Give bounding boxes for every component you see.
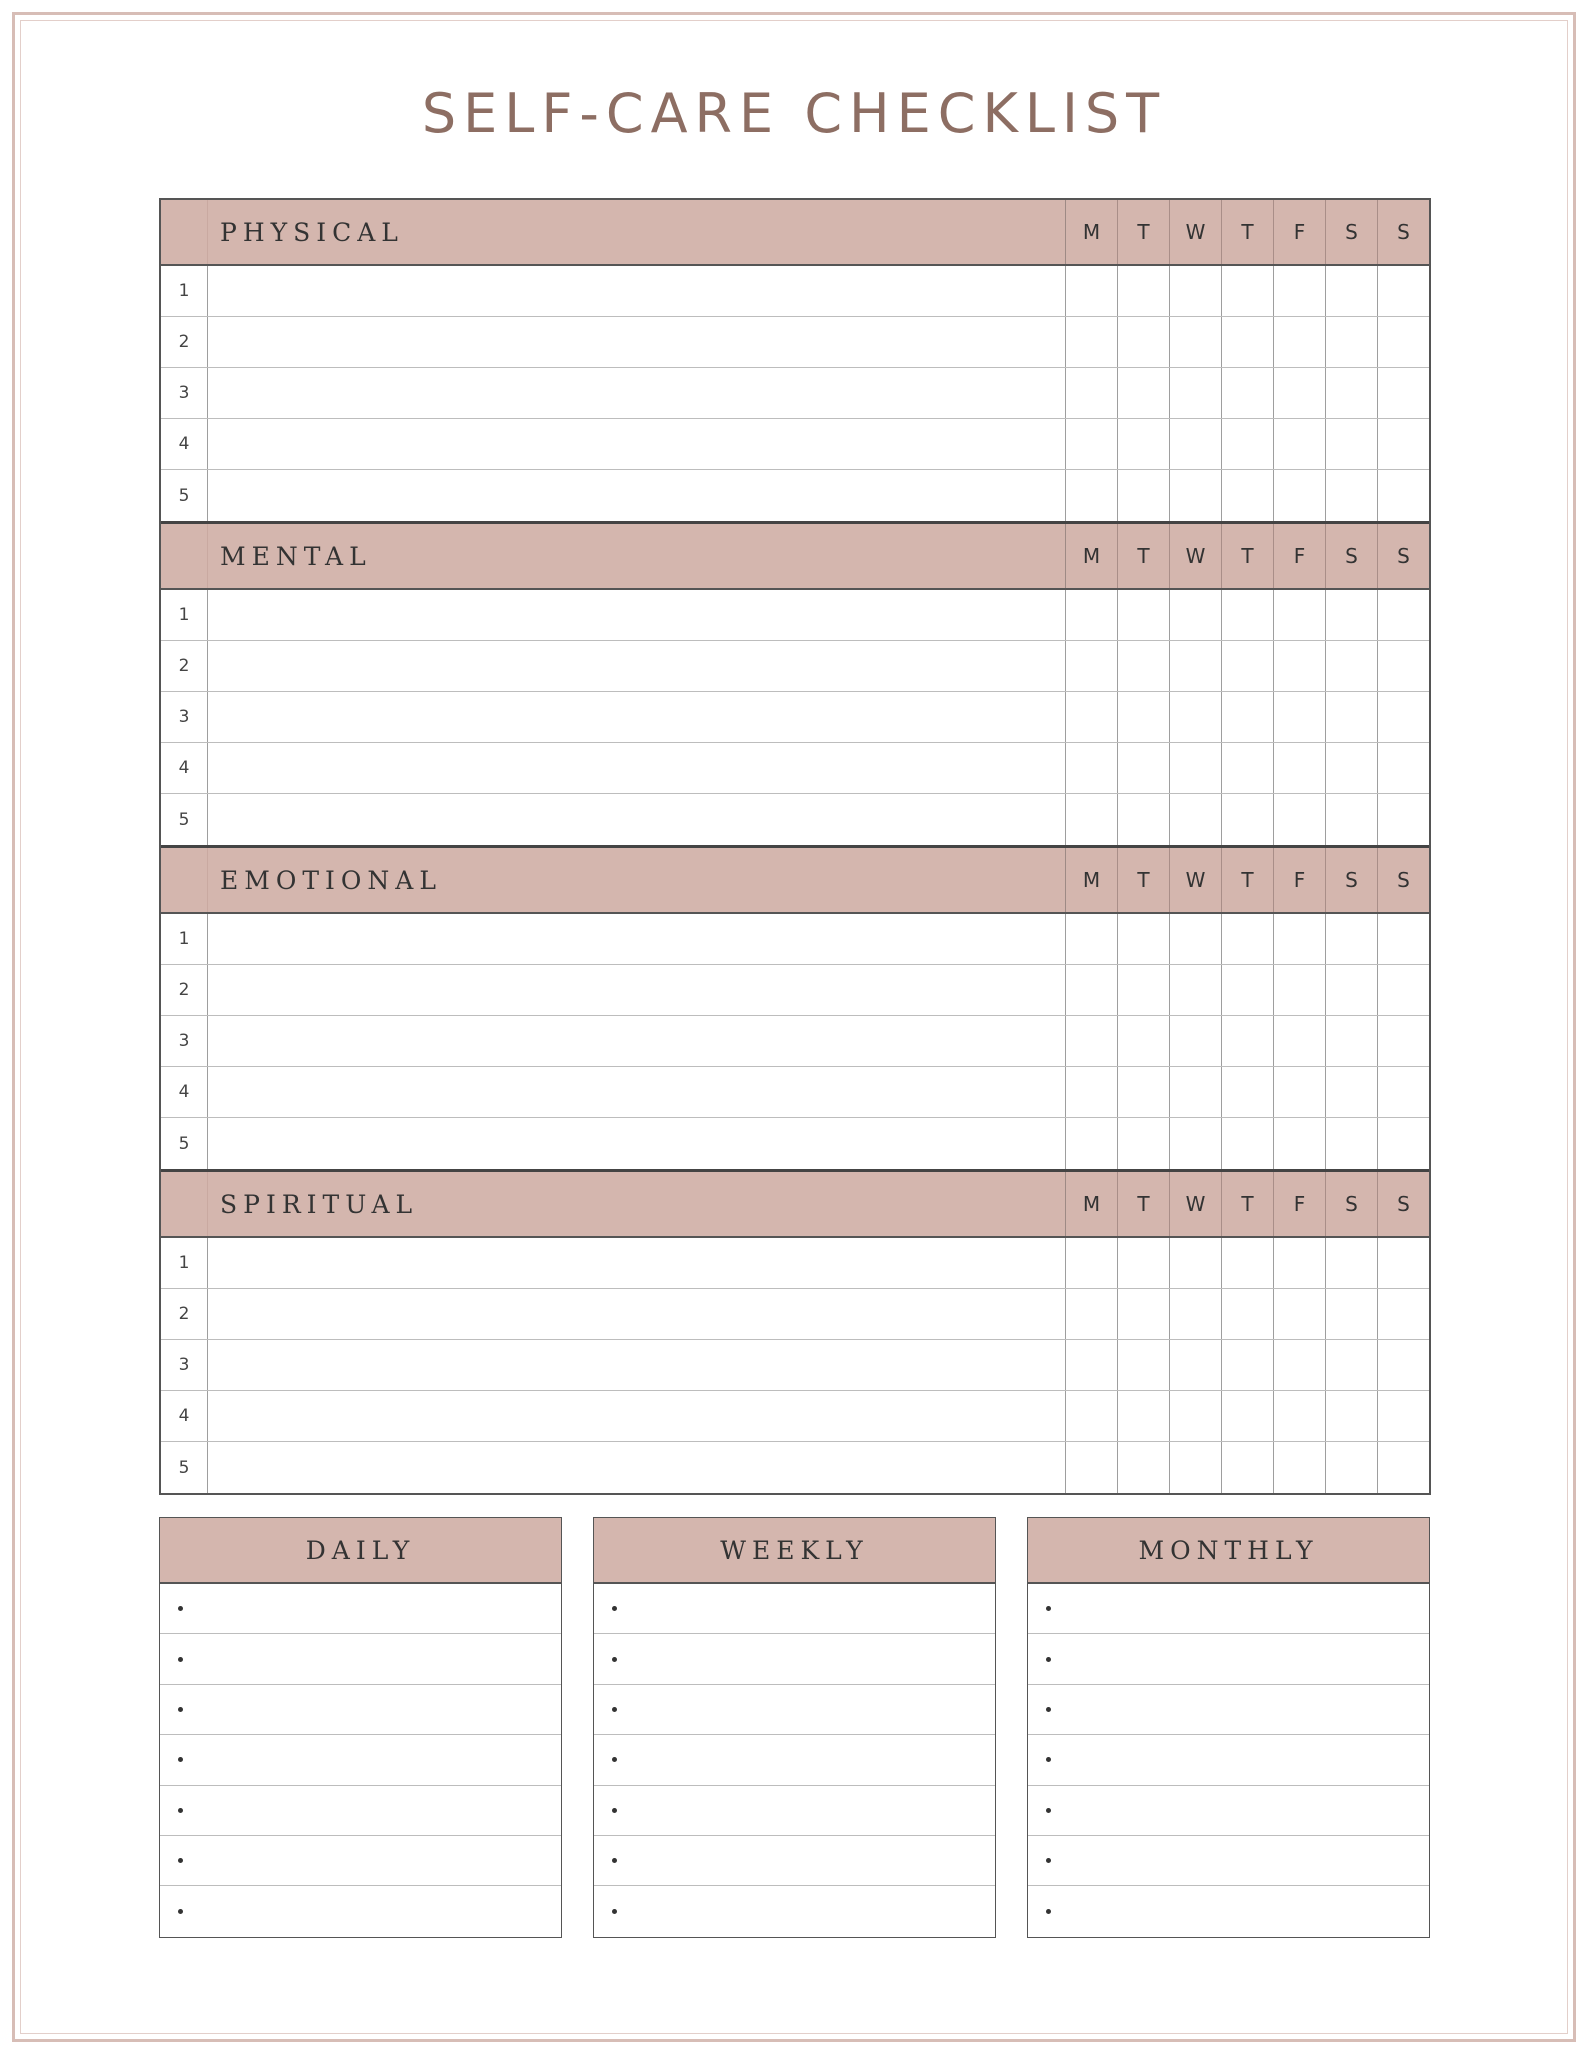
bullet-icon xyxy=(612,1808,617,1813)
day-checkbox[interactable] xyxy=(1326,419,1378,469)
day-checkbox[interactable] xyxy=(1066,419,1118,469)
day-checkbox[interactable] xyxy=(1274,368,1326,418)
day-header: S xyxy=(1397,868,1410,892)
bullet-icon xyxy=(612,1657,617,1662)
day-header: F xyxy=(1274,524,1326,588)
task-field[interactable] xyxy=(208,1118,1066,1169)
section-title: EMOTIONAL xyxy=(220,865,442,895)
day-checkbox[interactable] xyxy=(1118,1340,1170,1390)
list-item[interactable] xyxy=(1028,1735,1429,1785)
day-checkbox[interactable] xyxy=(1274,1067,1326,1117)
table-row xyxy=(161,266,1429,317)
day-header: M xyxy=(1066,848,1118,912)
day-checkbox[interactable] xyxy=(1066,743,1118,793)
day-header: T xyxy=(1118,848,1170,912)
day-checkbox[interactable] xyxy=(1066,1340,1118,1390)
day-checkbox[interactable] xyxy=(1274,1391,1326,1441)
list-item[interactable] xyxy=(1028,1786,1429,1836)
day-checkbox[interactable] xyxy=(1066,1118,1118,1169)
row-number: 4 xyxy=(161,419,208,469)
row-number: 1 xyxy=(161,914,208,964)
table-row xyxy=(161,470,1429,521)
day-checkbox[interactable] xyxy=(1274,1340,1326,1390)
day-header: T xyxy=(1222,848,1274,912)
day-checkbox[interactable] xyxy=(1326,1016,1378,1066)
day-checkbox[interactable] xyxy=(1170,317,1222,367)
day-checkbox[interactable] xyxy=(1378,1340,1429,1390)
row-number: 1 xyxy=(161,266,208,316)
day-checkbox[interactable] xyxy=(1326,692,1378,742)
day-header: S xyxy=(1397,1192,1410,1216)
day-checkbox[interactable] xyxy=(1066,470,1118,521)
row-number: 5 xyxy=(161,1118,208,1169)
day-header: S xyxy=(1326,1172,1378,1236)
day-checkbox[interactable] xyxy=(1118,1118,1170,1169)
day-checkbox[interactable] xyxy=(1066,1289,1118,1339)
frequency-lists xyxy=(159,1517,1431,1938)
day-checkbox[interactable] xyxy=(1326,317,1378,367)
day-checkbox[interactable] xyxy=(1378,470,1429,521)
list-title: DAILY xyxy=(160,1518,561,1584)
day-checkbox[interactable] xyxy=(1170,1238,1222,1288)
day-header: T xyxy=(1222,200,1274,264)
table-row xyxy=(161,1016,1429,1067)
day-checkbox[interactable] xyxy=(1222,1016,1274,1066)
task-field[interactable] xyxy=(208,266,1066,316)
task-field[interactable] xyxy=(208,1016,1066,1066)
table-row xyxy=(161,914,1429,965)
table-row xyxy=(161,1238,1429,1289)
task-field[interactable] xyxy=(208,692,1066,742)
day-checkbox[interactable] xyxy=(1378,794,1429,845)
list-item[interactable] xyxy=(1028,1685,1429,1735)
table-row xyxy=(161,692,1429,743)
day-checkbox[interactable] xyxy=(1118,641,1170,691)
day-checkbox[interactable] xyxy=(1222,590,1274,640)
table-row xyxy=(161,1289,1429,1340)
list-item[interactable] xyxy=(160,1685,561,1735)
task-field[interactable] xyxy=(208,317,1066,367)
task-field[interactable] xyxy=(208,641,1066,691)
day-checkbox[interactable] xyxy=(1118,419,1170,469)
day-checkbox[interactable] xyxy=(1066,794,1118,845)
task-field[interactable] xyxy=(208,419,1066,469)
day-checkbox[interactable] xyxy=(1170,1391,1222,1441)
day-checkbox[interactable] xyxy=(1222,794,1274,845)
day-header: W xyxy=(1170,200,1222,264)
list-item[interactable] xyxy=(594,1634,995,1684)
list-item[interactable] xyxy=(160,1634,561,1684)
day-checkbox[interactable] xyxy=(1170,266,1222,316)
list-item[interactable] xyxy=(1028,1886,1429,1936)
list-item[interactable] xyxy=(160,1584,561,1634)
header-task-cell xyxy=(208,848,1066,912)
day-checkbox[interactable] xyxy=(1170,692,1222,742)
list-daily xyxy=(159,1517,562,1938)
task-field[interactable] xyxy=(208,1442,1066,1493)
bullet-icon xyxy=(1046,1707,1051,1712)
list-monthly xyxy=(1027,1517,1430,1938)
day-checkbox[interactable] xyxy=(1118,1067,1170,1117)
bullet-icon xyxy=(178,1606,183,1611)
bullet-icon xyxy=(612,1909,617,1914)
day-checkbox[interactable] xyxy=(1118,590,1170,640)
day-header: T xyxy=(1118,524,1170,588)
day-checkbox[interactable] xyxy=(1378,1238,1429,1288)
day-checkbox[interactable] xyxy=(1066,1067,1118,1117)
table-row xyxy=(161,1340,1429,1391)
header-num-cell xyxy=(161,524,208,588)
list-item[interactable] xyxy=(594,1735,995,1785)
day-checkbox[interactable] xyxy=(1066,1016,1118,1066)
day-checkbox[interactable] xyxy=(1274,1442,1326,1493)
day-checkbox[interactable] xyxy=(1118,1442,1170,1493)
table-row xyxy=(161,794,1429,845)
day-checkbox[interactable] xyxy=(1222,1067,1274,1117)
day-checkbox[interactable] xyxy=(1170,590,1222,640)
task-field[interactable] xyxy=(208,1340,1066,1390)
task-field[interactable] xyxy=(208,1289,1066,1339)
day-checkbox[interactable] xyxy=(1066,317,1118,367)
bullet-icon xyxy=(1046,1858,1051,1863)
bullet-icon xyxy=(178,1707,183,1712)
table-row xyxy=(161,368,1429,419)
section-header xyxy=(161,200,1429,266)
day-checkbox[interactable] xyxy=(1222,368,1274,418)
task-field[interactable] xyxy=(208,914,1066,964)
day-checkbox[interactable] xyxy=(1118,794,1170,845)
day-checkbox[interactable] xyxy=(1170,470,1222,521)
bullet-icon xyxy=(1046,1808,1051,1813)
list-title: WEEKLY xyxy=(594,1518,995,1584)
day-checkbox[interactable] xyxy=(1274,1289,1326,1339)
day-checkbox[interactable] xyxy=(1378,965,1429,1015)
day-checkbox[interactable] xyxy=(1274,743,1326,793)
day-checkbox[interactable] xyxy=(1222,419,1274,469)
day-header: W xyxy=(1170,848,1222,912)
table-row xyxy=(161,743,1429,794)
day-checkbox[interactable] xyxy=(1326,1067,1378,1117)
task-field[interactable] xyxy=(208,1067,1066,1117)
day-checkbox[interactable] xyxy=(1170,1118,1222,1169)
day-checkbox[interactable] xyxy=(1326,1238,1378,1288)
day-header: T xyxy=(1118,200,1170,264)
row-number: 2 xyxy=(161,641,208,691)
day-checkbox[interactable] xyxy=(1326,965,1378,1015)
day-checkbox[interactable] xyxy=(1222,1238,1274,1288)
header-num-cell xyxy=(161,1172,208,1236)
day-checkbox[interactable] xyxy=(1118,266,1170,316)
section-title: SPIRITUAL xyxy=(220,1189,419,1219)
day-header: M xyxy=(1066,200,1118,264)
day-checkbox[interactable] xyxy=(1170,1289,1222,1339)
weekly-tracker-table xyxy=(159,198,1431,1495)
day-checkbox[interactable] xyxy=(1378,1442,1429,1493)
section-title: PHYSICAL xyxy=(220,217,404,247)
day-checkbox[interactable] xyxy=(1326,1118,1378,1169)
row-number: 5 xyxy=(161,1442,208,1493)
day-header: S xyxy=(1397,544,1410,568)
day-checkbox[interactable] xyxy=(1378,590,1429,640)
day-checkbox[interactable] xyxy=(1170,965,1222,1015)
day-checkbox[interactable] xyxy=(1326,368,1378,418)
day-checkbox[interactable] xyxy=(1378,1016,1429,1066)
list-weekly xyxy=(593,1517,996,1938)
list-item[interactable] xyxy=(160,1786,561,1836)
day-header: T xyxy=(1222,1172,1274,1236)
day-checkbox[interactable] xyxy=(1326,1340,1378,1390)
day-checkbox[interactable] xyxy=(1066,1238,1118,1288)
table-row xyxy=(161,1391,1429,1442)
day-checkbox[interactable] xyxy=(1222,1442,1274,1493)
day-header: W xyxy=(1170,1172,1222,1236)
row-number: 1 xyxy=(161,590,208,640)
day-checkbox[interactable] xyxy=(1118,743,1170,793)
day-checkbox[interactable] xyxy=(1222,266,1274,316)
day-header: T xyxy=(1222,524,1274,588)
day-checkbox[interactable] xyxy=(1378,317,1429,367)
task-field[interactable] xyxy=(208,743,1066,793)
day-checkbox[interactable] xyxy=(1326,794,1378,845)
day-checkbox[interactable] xyxy=(1118,1289,1170,1339)
table-row xyxy=(161,590,1429,641)
day-checkbox[interactable] xyxy=(1274,965,1326,1015)
day-checkbox[interactable] xyxy=(1170,1442,1222,1493)
table-row xyxy=(161,1067,1429,1118)
list-item[interactable] xyxy=(160,1836,561,1886)
header-num-cell xyxy=(161,848,208,912)
day-checkbox[interactable] xyxy=(1066,590,1118,640)
day-checkbox[interactable] xyxy=(1378,1289,1429,1339)
section-header xyxy=(161,524,1429,590)
bullet-icon xyxy=(612,1707,617,1712)
bullet-icon xyxy=(1046,1757,1051,1762)
list-item[interactable] xyxy=(160,1886,561,1936)
day-header: M xyxy=(1066,524,1118,588)
header-task-cell xyxy=(208,200,1066,264)
table-row xyxy=(161,419,1429,470)
day-checkbox[interactable] xyxy=(1274,1238,1326,1288)
day-header: S xyxy=(1326,524,1378,588)
table-row xyxy=(161,1442,1429,1493)
list-item[interactable] xyxy=(1028,1634,1429,1684)
day-checkbox[interactable] xyxy=(1118,317,1170,367)
day-checkbox[interactable] xyxy=(1326,266,1378,316)
day-checkbox[interactable] xyxy=(1118,914,1170,964)
list-item[interactable] xyxy=(594,1786,995,1836)
day-checkbox[interactable] xyxy=(1274,692,1326,742)
section-title: MENTAL xyxy=(220,541,372,571)
list-item[interactable] xyxy=(1028,1836,1429,1886)
day-checkbox[interactable] xyxy=(1274,794,1326,845)
day-header: S xyxy=(1326,848,1378,912)
row-number: 1 xyxy=(161,1238,208,1288)
day-checkbox[interactable] xyxy=(1118,692,1170,742)
bullet-icon xyxy=(178,1657,183,1662)
day-checkbox[interactable] xyxy=(1222,965,1274,1015)
row-number: 2 xyxy=(161,965,208,1015)
bullet-icon xyxy=(612,1757,617,1762)
day-checkbox[interactable] xyxy=(1222,1118,1274,1169)
list-item[interactable] xyxy=(594,1584,995,1634)
day-checkbox[interactable] xyxy=(1378,1067,1429,1117)
list-item[interactable] xyxy=(594,1836,995,1886)
day-checkbox[interactable] xyxy=(1378,692,1429,742)
day-header: M xyxy=(1066,1172,1118,1236)
bullet-icon xyxy=(612,1606,617,1611)
day-checkbox[interactable] xyxy=(1222,1391,1274,1441)
day-checkbox[interactable] xyxy=(1066,641,1118,691)
day-checkbox[interactable] xyxy=(1378,419,1429,469)
row-number: 4 xyxy=(161,743,208,793)
day-checkbox[interactable] xyxy=(1378,743,1429,793)
task-field[interactable] xyxy=(208,470,1066,521)
day-checkbox[interactable] xyxy=(1274,590,1326,640)
day-checkbox[interactable] xyxy=(1274,317,1326,367)
bullet-icon xyxy=(1046,1657,1051,1662)
day-checkbox[interactable] xyxy=(1170,1067,1222,1117)
day-checkbox[interactable] xyxy=(1222,743,1274,793)
list-item[interactable] xyxy=(1028,1584,1429,1634)
day-checkbox[interactable] xyxy=(1118,470,1170,521)
day-checkbox[interactable] xyxy=(1326,470,1378,521)
header-task-cell xyxy=(208,1172,1066,1236)
day-checkbox[interactable] xyxy=(1222,692,1274,742)
section-header xyxy=(161,848,1429,914)
row-number: 3 xyxy=(161,1016,208,1066)
day-checkbox[interactable] xyxy=(1118,1016,1170,1066)
day-header: F xyxy=(1274,1172,1326,1236)
task-field[interactable] xyxy=(208,590,1066,640)
day-checkbox[interactable] xyxy=(1118,368,1170,418)
day-checkbox[interactable] xyxy=(1378,914,1429,964)
day-checkbox[interactable] xyxy=(1170,914,1222,964)
list-item[interactable] xyxy=(594,1886,995,1936)
day-checkbox[interactable] xyxy=(1222,641,1274,691)
table-row xyxy=(161,1118,1429,1169)
day-checkbox[interactable] xyxy=(1222,914,1274,964)
day-checkbox[interactable] xyxy=(1066,1391,1118,1441)
section-mental xyxy=(161,524,1429,848)
day-checkbox[interactable] xyxy=(1118,1391,1170,1441)
page-title: SELF-CARE CHECKLIST xyxy=(421,82,1167,145)
day-checkbox[interactable] xyxy=(1378,1118,1429,1169)
list-item[interactable] xyxy=(160,1735,561,1785)
section-header xyxy=(161,1172,1429,1238)
day-checkbox[interactable] xyxy=(1222,470,1274,521)
bullet-icon xyxy=(1046,1606,1051,1611)
row-number: 5 xyxy=(161,470,208,521)
day-header: S xyxy=(1326,200,1378,264)
row-number: 5 xyxy=(161,794,208,845)
bullet-icon xyxy=(1046,1909,1051,1914)
row-number: 4 xyxy=(161,1391,208,1441)
list-title: MONTHLY xyxy=(1028,1518,1429,1584)
day-checkbox[interactable] xyxy=(1170,419,1222,469)
day-header: F xyxy=(1274,200,1326,264)
day-checkbox[interactable] xyxy=(1274,641,1326,691)
day-checkbox[interactable] xyxy=(1326,1289,1378,1339)
day-checkbox[interactable] xyxy=(1066,692,1118,742)
day-checkbox[interactable] xyxy=(1326,1391,1378,1441)
row-number: 3 xyxy=(161,692,208,742)
day-checkbox[interactable] xyxy=(1378,266,1429,316)
day-checkbox[interactable] xyxy=(1274,470,1326,521)
task-field[interactable] xyxy=(208,1391,1066,1441)
row-number: 3 xyxy=(161,368,208,418)
section-spiritual xyxy=(161,1172,1429,1493)
section-physical xyxy=(161,200,1429,524)
day-checkbox[interactable] xyxy=(1066,965,1118,1015)
day-header: T xyxy=(1118,1172,1170,1236)
bullet-icon xyxy=(178,1757,183,1762)
day-checkbox[interactable] xyxy=(1118,1238,1170,1288)
day-header: W xyxy=(1170,524,1222,588)
header-num-cell xyxy=(161,200,208,264)
day-checkbox[interactable] xyxy=(1326,590,1378,640)
day-checkbox[interactable] xyxy=(1274,419,1326,469)
task-field[interactable] xyxy=(208,965,1066,1015)
day-checkbox[interactable] xyxy=(1274,1016,1326,1066)
day-checkbox[interactable] xyxy=(1066,914,1118,964)
day-checkbox[interactable] xyxy=(1170,641,1222,691)
day-checkbox[interactable] xyxy=(1066,368,1118,418)
day-checkbox[interactable] xyxy=(1118,965,1170,1015)
row-number: 3 xyxy=(161,1340,208,1390)
day-header: F xyxy=(1274,848,1326,912)
day-checkbox[interactable] xyxy=(1378,641,1429,691)
day-checkbox[interactable] xyxy=(1222,317,1274,367)
row-number: 4 xyxy=(161,1067,208,1117)
day-checkbox[interactable] xyxy=(1170,794,1222,845)
day-checkbox[interactable] xyxy=(1170,1016,1222,1066)
day-checkbox[interactable] xyxy=(1066,266,1118,316)
day-checkbox[interactable] xyxy=(1378,1391,1429,1441)
day-checkbox[interactable] xyxy=(1066,1442,1118,1493)
bullet-icon xyxy=(178,1909,183,1914)
table-row xyxy=(161,965,1429,1016)
day-checkbox[interactable] xyxy=(1170,743,1222,793)
section-emotional xyxy=(161,848,1429,1172)
day-checkbox[interactable] xyxy=(1326,743,1378,793)
bullet-icon xyxy=(612,1858,617,1863)
row-number: 2 xyxy=(161,1289,208,1339)
day-checkbox[interactable] xyxy=(1274,1118,1326,1169)
day-checkbox[interactable] xyxy=(1326,914,1378,964)
day-checkbox[interactable] xyxy=(1274,266,1326,316)
task-field[interactable] xyxy=(208,794,1066,845)
day-checkbox[interactable] xyxy=(1326,1442,1378,1493)
table-row xyxy=(161,317,1429,368)
header-task-cell xyxy=(208,524,1066,588)
day-checkbox[interactable] xyxy=(1222,1289,1274,1339)
bullet-icon xyxy=(178,1808,183,1813)
day-checkbox[interactable] xyxy=(1170,1340,1222,1390)
day-checkbox[interactable] xyxy=(1326,641,1378,691)
task-field[interactable] xyxy=(208,368,1066,418)
table-row xyxy=(161,641,1429,692)
day-checkbox[interactable] xyxy=(1274,914,1326,964)
day-checkbox[interactable] xyxy=(1378,368,1429,418)
day-header: S xyxy=(1397,220,1410,244)
list-item[interactable] xyxy=(594,1685,995,1735)
day-checkbox[interactable] xyxy=(1222,1340,1274,1390)
bullet-icon xyxy=(178,1858,183,1863)
task-field[interactable] xyxy=(208,1238,1066,1288)
day-checkbox[interactable] xyxy=(1170,368,1222,418)
row-number: 2 xyxy=(161,317,208,367)
